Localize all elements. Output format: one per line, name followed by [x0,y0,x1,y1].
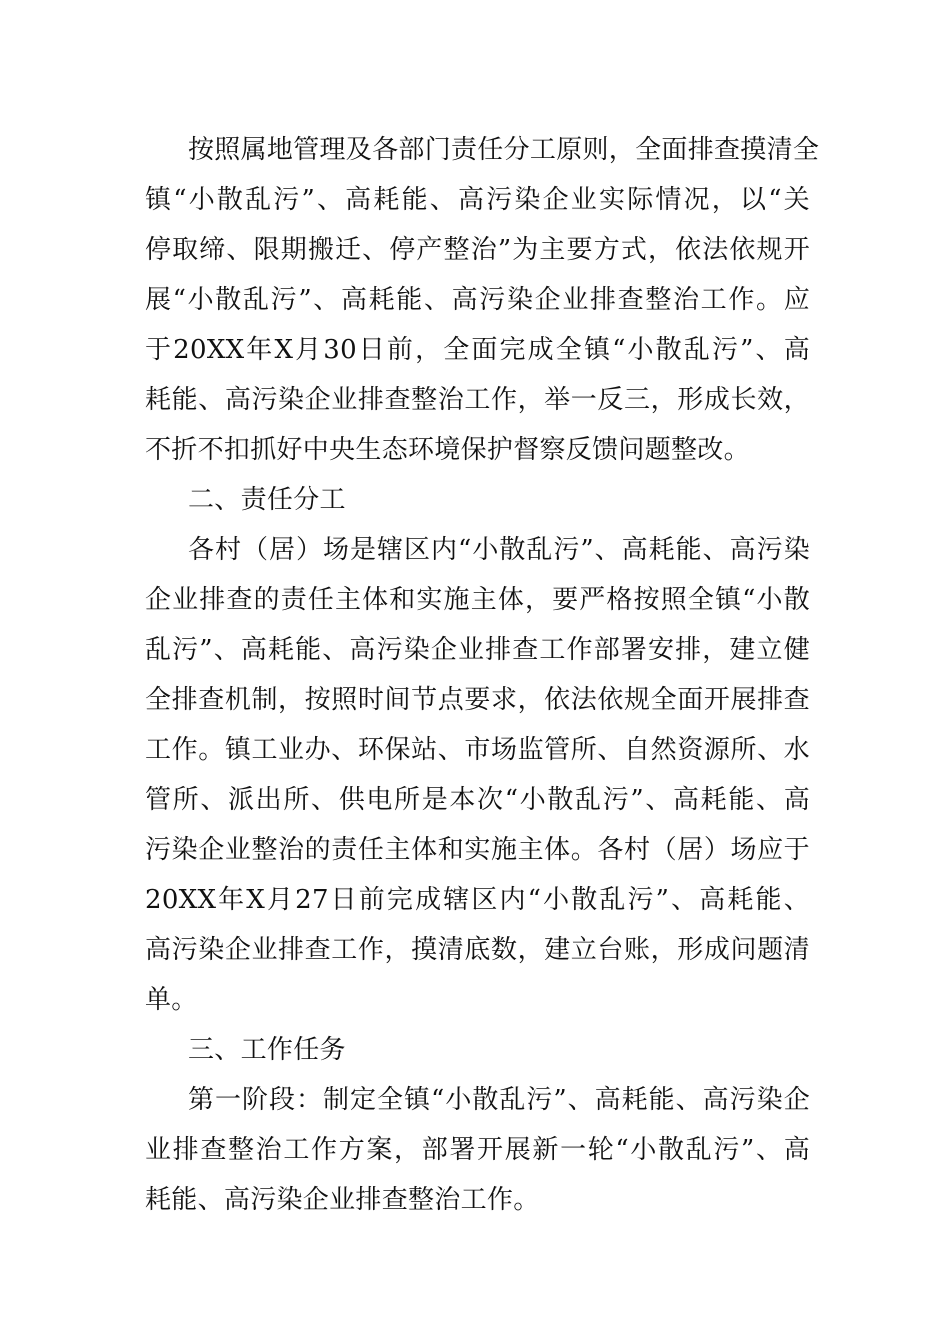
paragraph-line: 20XX年X月27日前完成辖区内“小散乱污”、高耗能、 [145,885,810,915]
paragraph-line: 停取缔、限期搬迁、停产整治”为主要方式，依法依规开 [145,235,810,265]
paragraph-line: 企业排查的责任主体和实施主体，要严格按照全镇“小散 [145,585,810,615]
section-heading: 三、工作任务 [188,1035,346,1065]
paragraph-line: 不折不扣抓好中央生态环境保护督察反馈问题整改。 [145,435,750,465]
paragraph-line: 全排查机制，按照时间节点要求，依法依规全面开展排查 [145,685,810,715]
paragraph-line: 展“小散乱污”、高耗能、高污染企业排查整治工作。应 [145,285,810,315]
paragraph-line: 镇“小散乱污”、高耗能、高污染企业实际情况，以“关 [145,185,810,215]
paragraph-line: 污染企业整治的责任主体和实施主体。各村（居）场应于 [145,835,810,865]
paragraph-line: 各村（居）场是辖区内“小散乱污”、高耗能、高污染 [188,535,810,565]
paragraph-line: 第一阶段：制定全镇“小散乱污”、高耗能、高污染企 [188,1085,810,1115]
paragraph-line: 高污染企业排查工作，摸清底数，建立台账，形成问题清 [145,935,810,965]
paragraph-line: 乱污”、高耗能、高污染企业排查工作部署安排，建立健 [145,635,810,665]
paragraph-line: 业排查整治工作方案，部署开展新一轮“小散乱污”、高 [145,1135,810,1165]
paragraph-line: 管所、派出所、供电所是本次“小散乱污”、高耗能、高 [145,785,810,815]
paragraph-line: 耗能、高污染企业排查整治工作。 [145,1185,540,1215]
section-heading: 二、责任分工 [188,485,346,515]
paragraph-line: 耗能、高污染企业排查整治工作，举一反三，形成长效， [145,385,810,415]
paragraph-line: 于20XX年X月30日前，全面完成全镇“小散乱污”、高 [145,335,810,365]
paragraph-line: 按照属地管理及各部门责任分工原则，全面排查摸清全 [188,135,820,165]
paragraph-line: 工作。镇工业办、环保站、市场监管所、自然资源所、水 [145,735,810,765]
paragraph-line: 单。 [145,985,198,1015]
